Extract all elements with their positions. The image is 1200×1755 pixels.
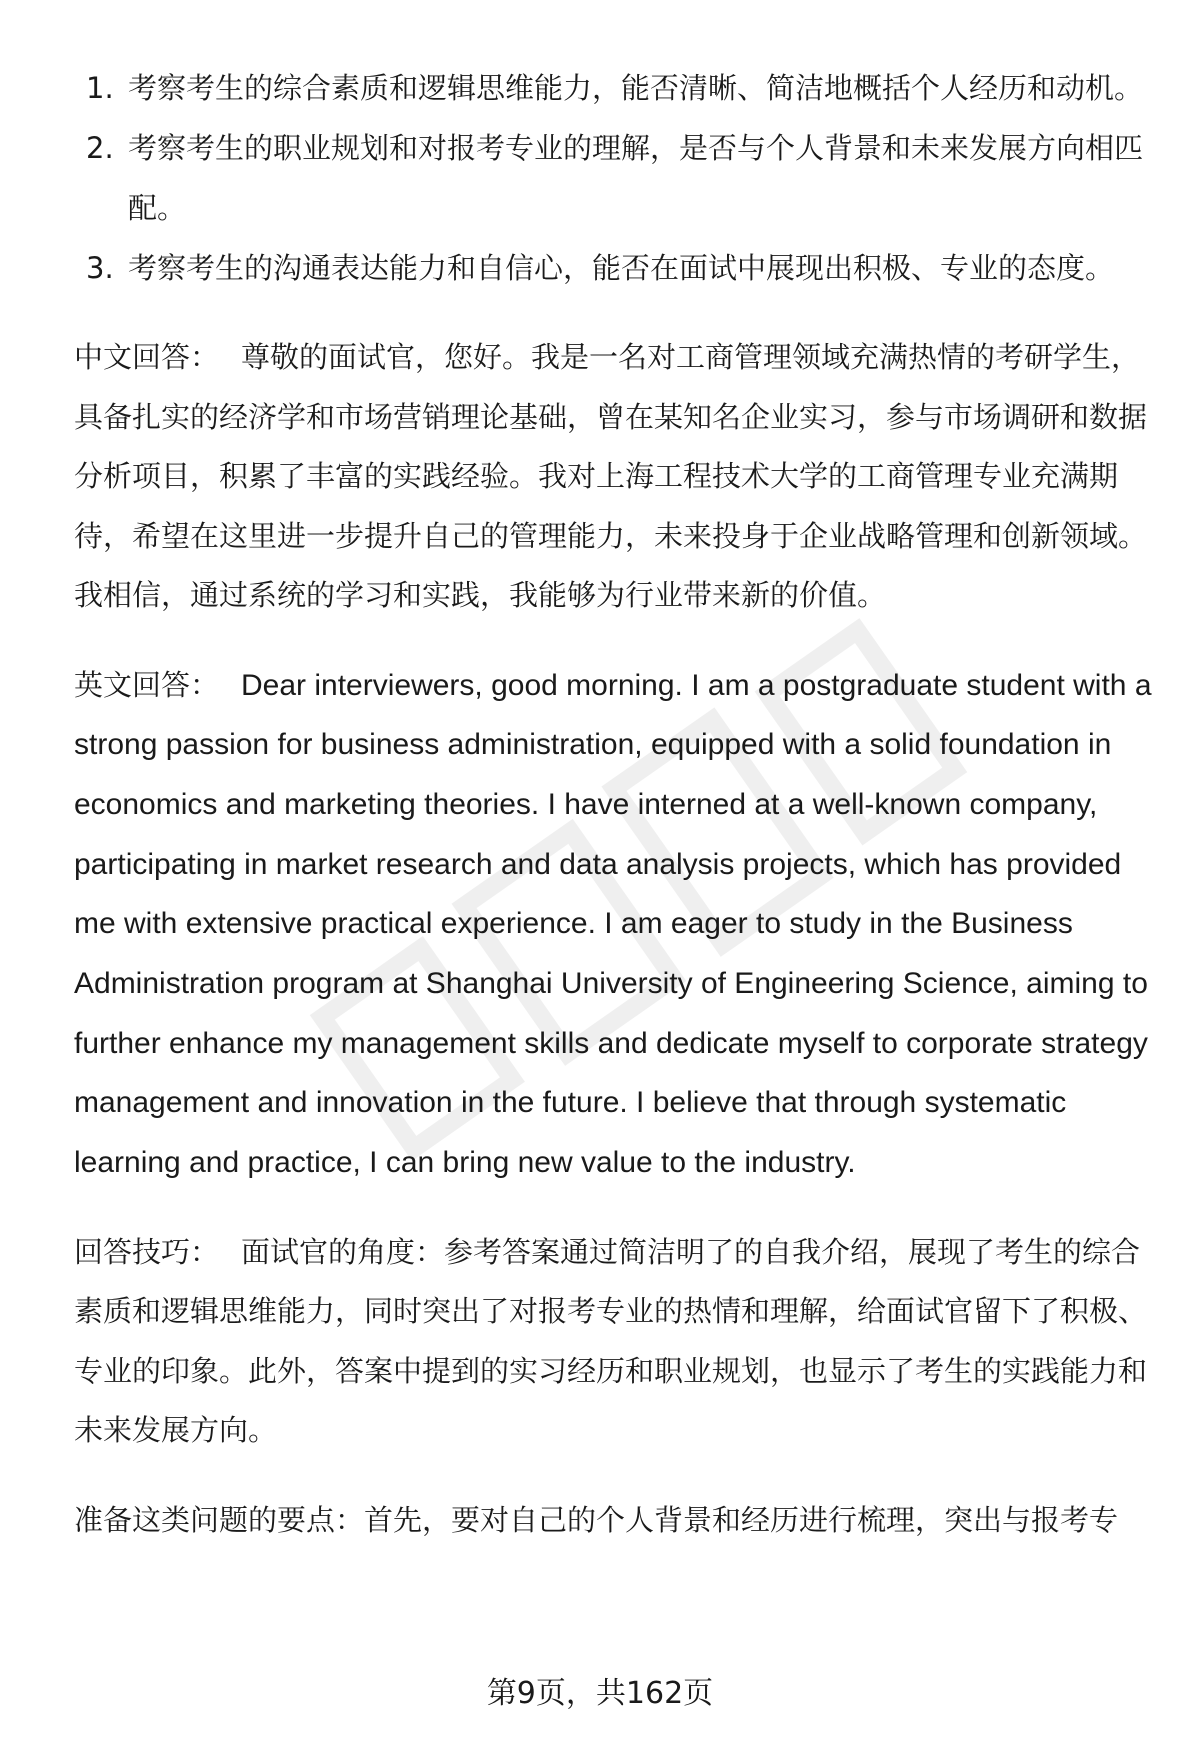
- criteria-text: 考察考生的综合素质和逻辑思维能力，能否清晰、简洁地概括个人经历和动机。: [128, 71, 1144, 105]
- preparation-points-label: 准备这类问题的要点：: [74, 1502, 365, 1537]
- preparation-points: [74, 1491, 1154, 1551]
- page-footer: [0, 1672, 1200, 1716]
- answer-tips-text: 面试官的角度：参考答案通过简洁明了的自我介绍，展现了考生的综合素质和逻辑思维能力，同时突出了对报考专业的热情和理解，给面试官留下了积极、专业的印象。此外，答案中提到的实习经历和职业规划，也显示了考生的实践能力和未来发展方向。: [74, 1234, 1148, 1448]
- criteria-number: 2.: [86, 131, 114, 165]
- document-page: [74, 58, 1154, 1550]
- chinese-answer-label: 中文回答：: [74, 340, 220, 374]
- english-answer: [74, 656, 1154, 1193]
- page-number: 第9页，共162页: [486, 1676, 714, 1711]
- criteria-number: 3.: [86, 251, 114, 285]
- criteria-number: 1.: [86, 71, 114, 105]
- criteria-item: [74, 58, 1154, 118]
- english-answer-label: 英文回答：: [74, 667, 220, 702]
- preparation-points-text: 首先，要对自己的个人背景和经历进行梳理，突出与报考专: [364, 1502, 1119, 1537]
- criteria-item: [74, 238, 1154, 298]
- criteria-list: [74, 58, 1154, 298]
- answer-tips-label: 回答技巧：: [74, 1234, 220, 1269]
- criteria-text: 考察考生的沟通表达能力和自信心，能否在面试中展现出积极、专业的态度。: [128, 251, 1115, 285]
- criteria-item: [74, 118, 1154, 238]
- criteria-text: 考察考生的职业规划和对报考专业的理解，是否与个人背景和未来发展方向相匹配。: [128, 131, 1144, 225]
- answer-tips: [74, 1223, 1154, 1461]
- chinese-answer-text: 尊敬的面试官，您好。我是一名对工商管理领域充满热情的考研学生，具备扎实的经济学和市场营销理论基础，曾在某知名企业实习，参与市场调研和数据分析项目，积累了丰富的实践经验。我对上海工程技术大学的工商管理专业充满期待，希望在这里进一步提升自己的管理能力，未来投身于企业战略管理和创新领域。我相信，通过系统的学习和实践，我能够为行业带来新的价值。: [74, 340, 1148, 612]
- chinese-answer: [74, 328, 1154, 626]
- english-answer-text: Dear interviewers, good morning. I am a postgraduate student with a strong passion for business administration, equipped with a solid foundation in economics and marketing theories. I have interned at a well-known company, participating in market research and data analysis projects, which has provided me with extensive practical experience. I am eager to study in the Business Administration program at Shanghai University of Engineering Science, aiming to further enhance my management skills and dedicate myself to corporate strategy management and innovation in the future. I believe that through systematic learning and practice, I can bring new value to the industry.: [74, 668, 1152, 1180]
